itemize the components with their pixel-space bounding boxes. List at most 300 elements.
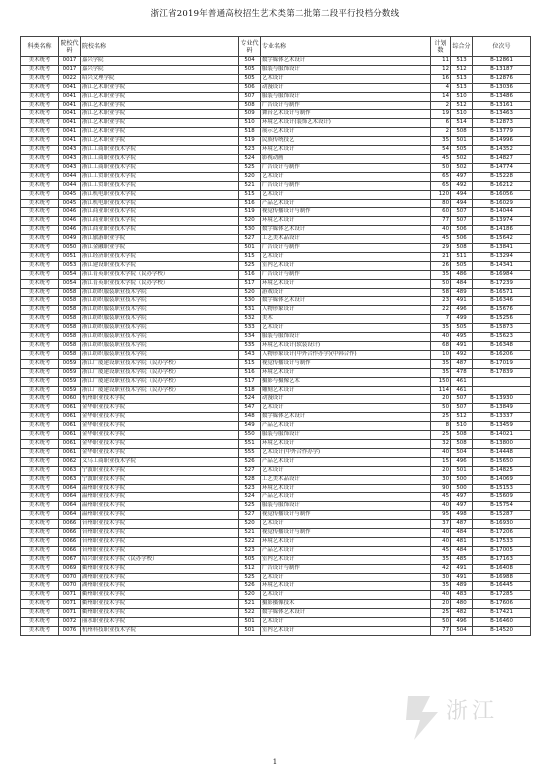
cell-rank: B-13779	[473, 128, 531, 137]
cell-major-name: 艺术设计(中外合作办学)	[261, 448, 431, 457]
cell-rank: B-15256	[473, 315, 531, 324]
cell-major-code: 525	[239, 261, 261, 270]
cell-school-code: 0064	[59, 502, 81, 511]
cell-major-code: 548	[239, 413, 261, 422]
cell-school-code: 0058	[59, 297, 81, 306]
cell-school-code: 0076	[59, 627, 81, 636]
cell-plan: 6	[431, 119, 451, 128]
cell-major-code: 526	[239, 582, 261, 591]
cell-category: 美术统考	[21, 128, 59, 137]
cell-plan: 2	[431, 101, 451, 110]
cell-school-name: 衢州职业技术学院	[81, 609, 239, 618]
cell-rank: B-13841	[473, 244, 531, 253]
cell-plan: 12	[431, 65, 451, 74]
cell-score: 512	[451, 101, 473, 110]
cell-category: 美术统考	[21, 386, 59, 395]
watermark-logo-icon	[400, 690, 446, 744]
cell-score: 501	[451, 466, 473, 475]
cell-category: 美术统考	[21, 466, 59, 475]
cell-category: 美术统考	[21, 324, 59, 333]
cell-plan: 11	[431, 57, 451, 66]
cell-major-name: 广告设计与制作	[261, 181, 431, 190]
cell-major-code: 516	[239, 270, 261, 279]
cell-school-name: 湖州职业技术学院	[81, 573, 239, 582]
table-row	[21, 537, 531, 546]
cell-school-name: 浙江工贸职业技术学院	[81, 172, 239, 181]
cell-major-name: 雕刻艺术设计	[261, 386, 431, 395]
cell-school-name: 浙江工贸职业技术学院	[81, 181, 239, 190]
cell-score: 510	[451, 110, 473, 119]
table-row	[21, 190, 531, 199]
cell-rank: B-17839	[473, 368, 531, 377]
cell-major-name: 环境艺术设计	[261, 146, 431, 155]
cell-plan: 77	[431, 627, 451, 636]
cell-category: 美术统考	[21, 57, 59, 66]
cell-school-name: 浙江旅游职业学院	[81, 235, 239, 244]
cell-major-name: 艺术设计	[261, 190, 431, 199]
cell-plan: 25	[431, 431, 451, 440]
cell-school-name: 宁波职业技术学院	[81, 466, 239, 475]
cell-rank: B-16206	[473, 350, 531, 359]
table-row	[21, 466, 531, 475]
cell-plan: 40	[431, 537, 451, 546]
cell-major-name: 环境艺术设计	[261, 279, 431, 288]
cell-major-code: 525	[239, 502, 261, 511]
cell-plan: 4	[431, 83, 451, 92]
table-row	[21, 226, 531, 235]
cell-score: 487	[451, 520, 473, 529]
cell-major-code: 549	[239, 422, 261, 431]
cell-rank: B-16988	[473, 573, 531, 582]
cell-school-name: 衢州职业技术学院	[81, 564, 239, 573]
cell-plan: 16	[431, 74, 451, 83]
cell-score: 512	[451, 65, 473, 74]
cell-major-name: 数字媒体艺术设计	[261, 297, 431, 306]
cell-category: 美术统考	[21, 582, 59, 591]
cell-major-code: 520	[239, 591, 261, 600]
table-row	[21, 350, 531, 359]
cell-rank: B-13294	[473, 252, 531, 261]
cell-score: 513	[451, 74, 473, 83]
cell-major-code: 518	[239, 386, 261, 395]
cell-plan: 58	[431, 288, 451, 297]
table-row	[21, 306, 531, 315]
cell-score: 484	[451, 529, 473, 538]
cell-school-code: 0041	[59, 119, 81, 128]
cell-school-code: 0064	[59, 493, 81, 502]
table-row	[21, 484, 531, 493]
cell-major-code: 505	[239, 74, 261, 83]
cell-plan: 35	[431, 582, 451, 591]
cell-rank: B-16346	[473, 297, 531, 306]
cell-major-code: 524	[239, 493, 261, 502]
cell-score: 510	[451, 422, 473, 431]
cell-major-name: 环境艺术设计(装饰艺术设计)	[261, 119, 431, 128]
cell-major-code: 522	[239, 609, 261, 618]
cell-school-code: 0017	[59, 65, 81, 74]
cell-school-code: 0045	[59, 190, 81, 199]
cell-plan: 35	[431, 555, 451, 564]
cell-rank: B-16445	[473, 582, 531, 591]
cell-major-name: 艺术设计	[261, 74, 431, 83]
header-plan: 计划数	[431, 37, 451, 57]
cell-major-code: 501	[239, 244, 261, 253]
cell-major-name: 摄影摄像技术	[261, 600, 431, 609]
cell-plan: 23	[431, 297, 451, 306]
cell-major-code: 516	[239, 199, 261, 208]
cell-category: 美术统考	[21, 564, 59, 573]
cell-category: 美术统考	[21, 146, 59, 155]
cell-major-code: 526	[239, 457, 261, 466]
cell-score: 512	[451, 413, 473, 422]
table-row	[21, 163, 531, 172]
cell-category: 美术统考	[21, 627, 59, 636]
cell-category: 美术统考	[21, 74, 59, 83]
cell-major-code: 521	[239, 181, 261, 190]
cell-school-code: 0058	[59, 342, 81, 351]
table-row	[21, 573, 531, 582]
cell-school-name: 浙江育英职业技术学院（民办学校）	[81, 279, 239, 288]
cell-plan: 35	[431, 137, 451, 146]
cell-plan: 19	[431, 110, 451, 119]
cell-category: 美术统考	[21, 306, 59, 315]
cell-major-code: 512	[239, 564, 261, 573]
cell-rank: B-15153	[473, 484, 531, 493]
cell-school-name: 台州职业技术学院	[81, 529, 239, 538]
table-row	[21, 252, 531, 261]
table-row	[21, 324, 531, 333]
cell-category: 美术统考	[21, 217, 59, 226]
table-row	[21, 546, 531, 555]
cell-rank: B-14069	[473, 475, 531, 484]
cell-plan: 40	[431, 529, 451, 538]
header-category: 科类名称	[21, 37, 59, 57]
cell-score: 511	[451, 252, 473, 261]
cell-school-name: 浙江建设职业技术学院	[81, 261, 239, 270]
cell-school-code: 0066	[59, 546, 81, 555]
cell-school-code: 0046	[59, 208, 81, 217]
cell-school-name: 浙江纺织服装职业技术学院	[81, 324, 239, 333]
cell-category: 美术统考	[21, 261, 59, 270]
cell-rank: B-13800	[473, 439, 531, 448]
header-school-name: 院校名称	[81, 37, 239, 57]
cell-score: 494	[451, 199, 473, 208]
cell-school-name: 温州职业技术学院	[81, 484, 239, 493]
table-row	[21, 146, 531, 155]
cell-rank: B-14827	[473, 154, 531, 163]
table-row	[21, 101, 531, 110]
cell-major-name: 数字媒体艺术设计	[261, 57, 431, 66]
cell-major-code: 524	[239, 154, 261, 163]
table-row	[21, 609, 531, 618]
cell-school-name: 金华职业技术学院	[81, 422, 239, 431]
cell-score: 507	[451, 404, 473, 413]
cell-plan: 54	[431, 146, 451, 155]
cell-rank: B-17533	[473, 537, 531, 546]
cell-major-code: 527	[239, 466, 261, 475]
cell-category: 美术统考	[21, 226, 59, 235]
cell-category: 美术统考	[21, 154, 59, 163]
cell-rank: B-16984	[473, 270, 531, 279]
cell-score: 497	[451, 172, 473, 181]
cell-major-name: 数字媒体艺术设计	[261, 226, 431, 235]
cell-score: 486	[451, 270, 473, 279]
table-row	[21, 404, 531, 413]
cell-plan: 8	[431, 422, 451, 431]
score-table	[20, 36, 531, 636]
cell-school-name: 浙江工商职业技术学院	[81, 163, 239, 172]
cell-school-name: 浙江经济职业技术学院	[81, 252, 239, 261]
cell-major-name: 室内艺术设计	[261, 627, 431, 636]
cell-major-code: 505	[239, 65, 261, 74]
cell-school-code: 0058	[59, 350, 81, 359]
cell-school-name: 浙江纺织服装职业技术学院	[81, 315, 239, 324]
cell-school-code: 0059	[59, 377, 81, 386]
cell-school-code: 0041	[59, 92, 81, 101]
cell-school-code: 0061	[59, 448, 81, 457]
cell-category: 美术统考	[21, 511, 59, 520]
cell-school-code: 0041	[59, 137, 81, 146]
cell-major-name: 艺术设计	[261, 324, 431, 333]
cell-major-code: 520	[239, 217, 261, 226]
cell-school-name: 嘉兴学院	[81, 57, 239, 66]
cell-school-code: 0058	[59, 324, 81, 333]
cell-plan: 40	[431, 502, 451, 511]
header-major-code: 专业代码	[239, 37, 261, 57]
cell-category: 美术统考	[21, 342, 59, 351]
cell-school-name: 浙江艺术职业学院	[81, 128, 239, 137]
table-row	[21, 520, 531, 529]
cell-major-code: 520	[239, 172, 261, 181]
cell-major-code: 517	[239, 377, 261, 386]
cell-school-name: 台州职业技术学院	[81, 520, 239, 529]
cell-score: 461	[451, 377, 473, 386]
cell-score: 482	[451, 609, 473, 618]
cell-major-code: 535	[239, 342, 261, 351]
cell-major-name: 艺术设计	[261, 404, 431, 413]
cell-rank	[473, 386, 531, 395]
cell-school-code: 0058	[59, 333, 81, 342]
cell-score: 499	[451, 315, 473, 324]
cell-major-name: 艺术设计	[261, 520, 431, 529]
cell-major-code: 517	[239, 279, 261, 288]
cell-major-name: 广告设计与制作	[261, 163, 431, 172]
cell-school-name: 浙江广厦建设职业技术学院（民办学校）	[81, 386, 239, 395]
cell-school-code: 0059	[59, 386, 81, 395]
header-major-name: 专业名称	[261, 37, 431, 57]
cell-major-name: 服装与服饰设计	[261, 65, 431, 74]
cell-major-name: 艺术设计	[261, 252, 431, 261]
cell-score: 491	[451, 564, 473, 573]
cell-school-name: 浙江工商职业技术学院	[81, 154, 239, 163]
table-row	[21, 431, 531, 440]
cell-score: 508	[451, 244, 473, 253]
table-header-row	[21, 37, 531, 57]
cell-score: 495	[451, 333, 473, 342]
cell-plan: 50	[431, 163, 451, 172]
cell-category: 美术统考	[21, 65, 59, 74]
cell-major-name: 广告设计与制作	[261, 564, 431, 573]
cell-category: 美术统考	[21, 208, 59, 217]
table-row	[21, 235, 531, 244]
cell-score: 491	[451, 342, 473, 351]
cell-school-name: 浙江艺术职业学院	[81, 110, 239, 119]
cell-major-name: 环境艺术设计(软装设计)	[261, 342, 431, 351]
table-row	[21, 600, 531, 609]
cell-school-name: 温州职业技术学院	[81, 502, 239, 511]
cell-major-code: 510	[239, 119, 261, 128]
cell-school-code: 0054	[59, 270, 81, 279]
cell-major-name: 产品艺术设计	[261, 546, 431, 555]
cell-major-code: 525	[239, 573, 261, 582]
cell-school-name: 丽水职业技术学院	[81, 618, 239, 627]
cell-plan: 42	[431, 564, 451, 573]
cell-rank: B-12861	[473, 57, 531, 66]
cell-school-code: 0072	[59, 618, 81, 627]
cell-major-name: 产品艺术设计	[261, 199, 431, 208]
cell-score: 506	[451, 235, 473, 244]
cell-category: 美术统考	[21, 529, 59, 538]
cell-school-code: 0043	[59, 163, 81, 172]
cell-school-code: 0059	[59, 368, 81, 377]
cell-plan: 20	[431, 395, 451, 404]
cell-category: 美术统考	[21, 484, 59, 493]
cell-plan: 20	[431, 600, 451, 609]
cell-score: 507	[451, 217, 473, 226]
table-row	[21, 377, 531, 386]
cell-score: 507	[451, 208, 473, 217]
cell-score: 504	[451, 627, 473, 636]
table-row	[21, 368, 531, 377]
cell-category: 美术统考	[21, 475, 59, 484]
cell-major-name: 艺术设计	[261, 466, 431, 475]
cell-major-code: 519	[239, 137, 261, 146]
cell-major-code: 532	[239, 315, 261, 324]
cell-category: 美术统考	[21, 163, 59, 172]
cell-school-name: 浙江商业职业技术学院	[81, 226, 239, 235]
cell-plan: 30	[431, 475, 451, 484]
cell-category: 美术统考	[21, 600, 59, 609]
cell-rank: B-14044	[473, 208, 531, 217]
cell-major-name: 产品艺术设计	[261, 422, 431, 431]
cell-school-name: 浙江广厦建设职业技术学院（民办学校）	[81, 359, 239, 368]
cell-major-code: 504	[239, 57, 261, 66]
cell-school-code: 0059	[59, 359, 81, 368]
cell-category: 美术统考	[21, 235, 59, 244]
cell-school-name: 浙江商业职业技术学院	[81, 217, 239, 226]
cell-school-code: 0070	[59, 573, 81, 582]
cell-rank: B-16348	[473, 342, 531, 351]
cell-major-name: 视觉传播设计与制作	[261, 511, 431, 520]
cell-category: 美术统考	[21, 83, 59, 92]
cell-major-name: 艺术设计	[261, 591, 431, 600]
cell-score: 487	[451, 359, 473, 368]
cell-school-code: 0041	[59, 128, 81, 137]
cell-major-name: 环境艺术设计	[261, 217, 431, 226]
cell-school-name: 浙江艺术职业学院	[81, 119, 239, 128]
cell-school-code: 0044	[59, 181, 81, 190]
cell-major-code: 505	[239, 555, 261, 564]
cell-school-name: 温州职业技术学院	[81, 511, 239, 520]
table-row	[21, 297, 531, 306]
cell-school-name: 浙江艺术职业学院	[81, 83, 239, 92]
cell-score: 491	[451, 297, 473, 306]
cell-school-code: 0061	[59, 439, 81, 448]
cell-category: 美术统考	[21, 101, 59, 110]
cell-school-code: 0051	[59, 252, 81, 261]
cell-rank: B-17606	[473, 600, 531, 609]
table-row	[21, 493, 531, 502]
cell-category: 美术统考	[21, 172, 59, 181]
table-row	[21, 457, 531, 466]
cell-major-code: 519	[239, 208, 261, 217]
cell-category: 美术统考	[21, 110, 59, 119]
cell-major-name: 人物形象设计(中外合作办学)(中韩合作)	[261, 350, 431, 359]
cell-school-name: 浙江艺术职业学院	[81, 92, 239, 101]
cell-plan: 20	[431, 466, 451, 475]
cell-category: 美术统考	[21, 413, 59, 422]
watermark-text: 浙江	[446, 699, 499, 724]
cell-school-name: 绍兴文理学院	[81, 74, 239, 83]
cell-category: 美术统考	[21, 92, 59, 101]
cell-plan: 32	[431, 439, 451, 448]
cell-category: 美术统考	[21, 368, 59, 377]
cell-category: 美术统考	[21, 252, 59, 261]
cell-score: 481	[451, 537, 473, 546]
watermark	[400, 690, 530, 750]
cell-major-code: 547	[239, 404, 261, 413]
cell-category: 美术统考	[21, 244, 59, 253]
cell-plan: 22	[431, 306, 451, 315]
cell-major-code: 501	[239, 618, 261, 627]
cell-school-name: 台州职业技术学院	[81, 537, 239, 546]
cell-rank: B-17285	[473, 591, 531, 600]
cell-major-code: 520	[239, 288, 261, 297]
cell-plan: 35	[431, 368, 451, 377]
cell-school-name: 杭州科技职业技术学院	[81, 627, 239, 636]
cell-rank: B-12876	[473, 74, 531, 83]
cell-category: 美术统考	[21, 395, 59, 404]
cell-rank: B-17239	[473, 279, 531, 288]
cell-rank: B-14774	[473, 163, 531, 172]
cell-school-name: 义乌工商职业技术学院	[81, 457, 239, 466]
cell-score: 461	[451, 386, 473, 395]
cell-rank: B-15873	[473, 324, 531, 333]
cell-rank: B-16408	[473, 564, 531, 573]
cell-score: 514	[451, 119, 473, 128]
cell-plan: 95	[431, 511, 451, 520]
table-row	[21, 261, 531, 270]
cell-school-code: 0069	[59, 564, 81, 573]
cell-category: 美术统考	[21, 297, 59, 306]
cell-school-code: 0067	[59, 555, 81, 564]
table-row	[21, 386, 531, 395]
cell-category: 美术统考	[21, 439, 59, 448]
cell-major-code: 521	[239, 529, 261, 538]
cell-rank: B-12873	[473, 119, 531, 128]
cell-school-code: 0066	[59, 520, 81, 529]
cell-rank: B-13486	[473, 92, 531, 101]
table-row	[21, 119, 531, 128]
cell-score: 510	[451, 92, 473, 101]
cell-score: 502	[451, 154, 473, 163]
table-row	[21, 57, 531, 66]
cell-rank: B-14520	[473, 627, 531, 636]
cell-school-name: 浙江金融职业学院	[81, 244, 239, 253]
cell-school-code: 0045	[59, 199, 81, 208]
cell-major-name: 广告设计与制作	[261, 270, 431, 279]
cell-major-name: 环境艺术设计	[261, 582, 431, 591]
